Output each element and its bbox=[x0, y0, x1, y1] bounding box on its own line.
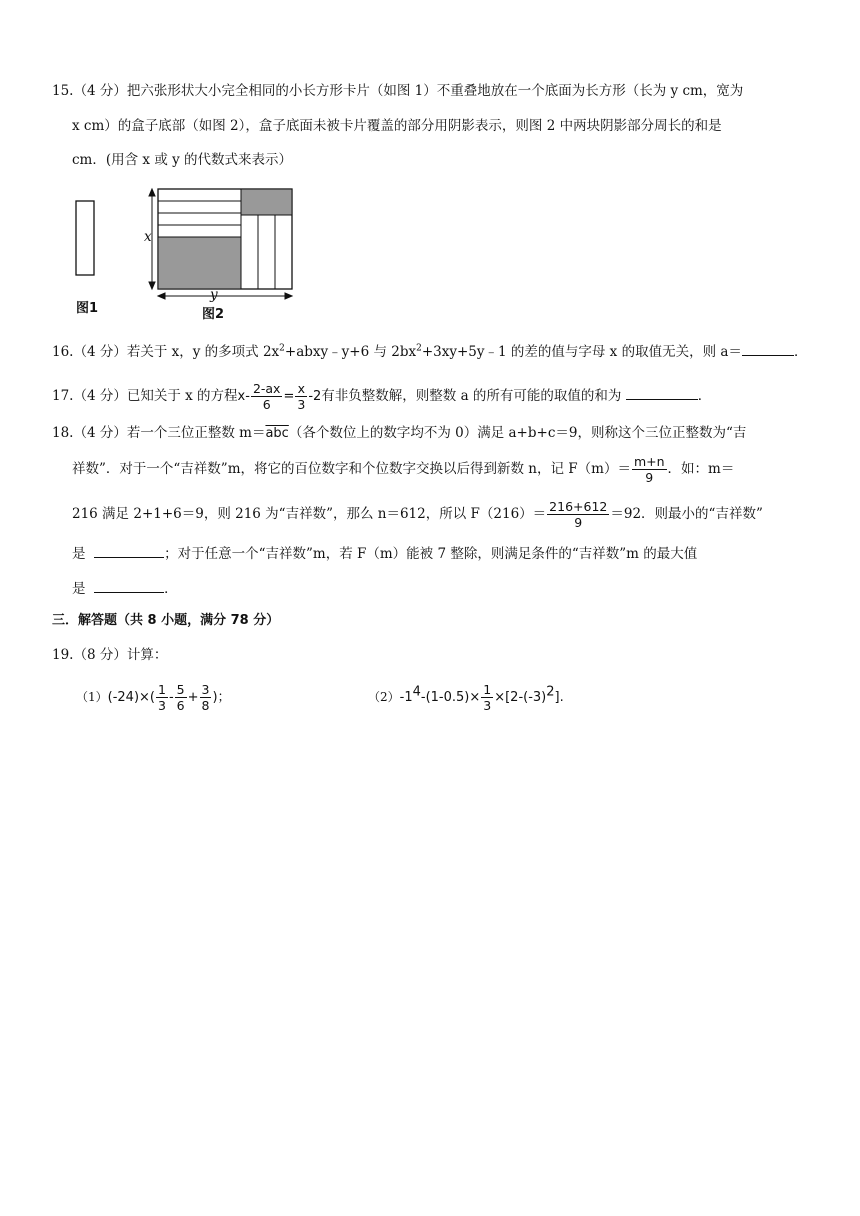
figure-2-box bbox=[158, 189, 292, 289]
q17-suffix: 有非负整数解，则整数 a 的所有可能的取值的和为 bbox=[321, 388, 622, 404]
q19-p2-frac-d: 3 bbox=[483, 698, 492, 713]
shaded-region-bottom-left bbox=[158, 237, 241, 289]
q16-mid-1: +abxy﹣y+6 与 2bx bbox=[284, 344, 417, 360]
q18-frac-216-numerator: 216+612 bbox=[549, 499, 608, 514]
q18-l4-a: 是 bbox=[72, 546, 86, 562]
q16-sup-1: 2 bbox=[279, 343, 285, 354]
q19-p1-frac-3-n: 3 bbox=[201, 682, 210, 697]
q15-line-1: 15.（4 分）把六张形状大小完全相同的小长方形卡片（如图 1）不重叠地放在一个底面为长方形（长为 y cm，宽为 bbox=[52, 83, 744, 99]
q17-frac2-numerator: x bbox=[295, 381, 307, 397]
q15-line-3: cm．(用含 x 或 y 的代数式来表示） bbox=[72, 152, 293, 168]
q17-line bbox=[52, 379, 711, 413]
q19-p1-label: （1） bbox=[76, 690, 108, 704]
q19-part-1 bbox=[76, 680, 231, 714]
q19-p2-b: -(1-0.5)× bbox=[420, 690, 481, 705]
q18-frac-mn-numerator: m+n bbox=[633, 454, 665, 469]
q18-line-2 bbox=[72, 452, 734, 486]
q19-p2-c: ×[2-(-3) bbox=[494, 690, 547, 705]
q17-frac1-numerator: 2-ax bbox=[252, 381, 281, 396]
figure-2-label: 图2 bbox=[202, 307, 225, 322]
q19-p1-minus: - bbox=[168, 690, 174, 705]
q18-abc: $\overline{abc}$ bbox=[265, 426, 289, 441]
q18-line-3 bbox=[72, 497, 763, 531]
q19-p2-frac bbox=[481, 682, 493, 713]
q18-l5-end: ． bbox=[164, 581, 178, 597]
q17-frac2-denominator: 3 bbox=[297, 397, 306, 412]
q17-answer-blank[interactable] bbox=[626, 386, 698, 400]
q17-fraction-1 bbox=[251, 381, 283, 412]
figure-1-label: 图1 bbox=[76, 301, 99, 316]
q19-p2-end: ]. bbox=[554, 690, 564, 705]
q16-prefix: 16.（4 分）若关于 x，y 的多项式 2x bbox=[52, 344, 280, 360]
q18-l3-b: ＝92．则最小的“吉祥数” bbox=[610, 506, 763, 522]
q18-answer-blank-1[interactable] bbox=[94, 544, 164, 558]
q18-line-5 bbox=[72, 579, 178, 598]
q19-p1-frac-2 bbox=[175, 682, 187, 713]
q19-p1-a: (-24)×( bbox=[107, 690, 155, 705]
q19-p2-sup2: 2 bbox=[546, 684, 555, 700]
q17-frac1-denominator: 6 bbox=[262, 397, 271, 412]
q18-line-4 bbox=[72, 544, 697, 563]
q16-sup-2: 2 bbox=[416, 343, 422, 354]
q19-part-2 bbox=[368, 680, 564, 714]
q18-fraction-216 bbox=[547, 499, 609, 530]
q18-answer-blank-2[interactable] bbox=[94, 579, 164, 593]
q16-end: ． bbox=[793, 344, 808, 360]
q18-frac-216-denominator: 9 bbox=[574, 515, 583, 530]
x-axis-label: x bbox=[144, 229, 152, 245]
q17-prefix: 17.（4 分）已知关于 x 的方程 bbox=[52, 388, 238, 404]
q19-p1-plus: + bbox=[187, 690, 199, 705]
q15-line-2: x cm）的盒子底部（如图 2），盒子底面未被卡片覆盖的部分用阴影表示，则图 2 中两块阴影部分周长的和是 bbox=[72, 118, 722, 134]
q19-p1-frac-3-d: 8 bbox=[201, 698, 210, 713]
q19-head: 19.（8 分）计算： bbox=[52, 647, 168, 663]
q17-end: ． bbox=[697, 388, 712, 404]
q18-l2-b: ．如：m＝ bbox=[667, 461, 735, 477]
q17-eq-equals: = bbox=[283, 389, 295, 404]
y-dimension-arrow bbox=[158, 293, 292, 299]
q18-frac-mn-denominator: 9 bbox=[645, 470, 654, 485]
q16-answer-blank[interactable] bbox=[742, 342, 794, 356]
q19-p1-frac-1-d: 3 bbox=[157, 698, 166, 713]
section-3-title: 三．解答题（共 8 小题，满分 78 分） bbox=[52, 613, 280, 628]
q17-fraction-2 bbox=[295, 381, 307, 412]
q18-l4-b: ；对于任意一个“吉祥数”m，若 F（m）能被 7 整除，则满足条件的“吉祥数”m 的最大值 bbox=[164, 546, 698, 562]
q16-mid-2: +3xy+5y﹣1 的差的值与字母 x 的取值无关，则 a＝ bbox=[421, 344, 742, 360]
q18-line-1 bbox=[52, 424, 746, 443]
q19-p2-a: -1 bbox=[399, 690, 413, 705]
q16-line bbox=[52, 342, 807, 361]
shaded-region-top-right bbox=[241, 189, 292, 215]
q18-l2-a: 祥数”．对于一个“吉祥数”m，将它的百位数字和个位数字交换以后得到新数 n，记 F（m）＝ bbox=[72, 461, 631, 477]
q17-eq-tail: -2 bbox=[308, 389, 322, 404]
figure-1-card bbox=[76, 201, 94, 275]
q18-l3-a: 216 满足 2+1+6＝9，则 216 为“吉祥数”，那么 n＝612，所以 F（216）＝ bbox=[72, 506, 547, 522]
q19-p2-sup: 4 bbox=[412, 684, 421, 700]
q18-fraction-mn bbox=[632, 454, 667, 485]
q19-p1-frac-2-n: 5 bbox=[176, 682, 185, 697]
q19-p1-frac-3 bbox=[200, 682, 212, 713]
q19-p2-label: （2） bbox=[368, 690, 400, 704]
q18-l1-a: 18.（4 分）若一个三位正整数 m＝ bbox=[52, 425, 266, 441]
q19-p2-frac-n: 1 bbox=[483, 682, 492, 697]
y-axis-label: y bbox=[210, 287, 218, 303]
q17-eq-x: x- bbox=[237, 389, 250, 404]
q18-l1-b: （各个数位上的数字均不为 0）满足 a+b+c＝9，则称这个三位正整数为“吉 bbox=[288, 425, 747, 441]
q19-p1-frac-1-n: 1 bbox=[157, 682, 166, 697]
q19-p1-end: )； bbox=[212, 690, 231, 705]
q18-l5-a: 是 bbox=[72, 581, 86, 597]
q19-p1-frac-1 bbox=[156, 682, 168, 713]
q19-p1-frac-2-d: 6 bbox=[176, 698, 185, 713]
